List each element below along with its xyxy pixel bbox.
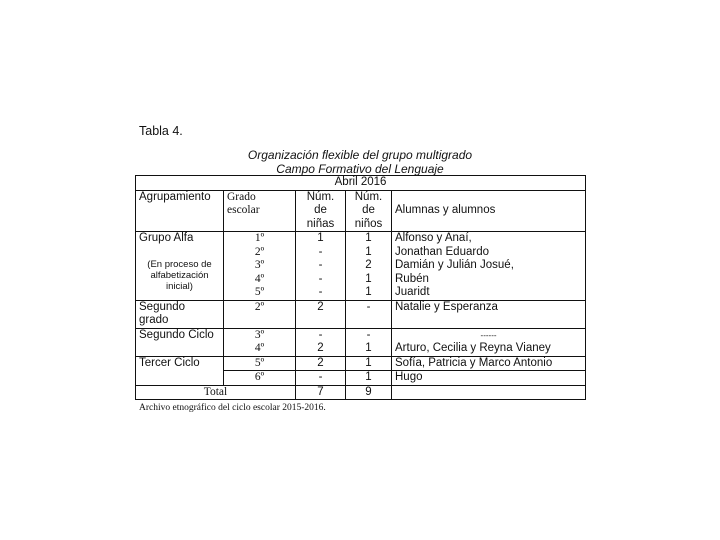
alumnos-cell: Alfonso y Anaí, (392, 232, 586, 246)
ninos-cell: 1 (346, 232, 392, 246)
alumnos-cell: Rubén (392, 273, 586, 287)
ninas-cell: - (296, 273, 346, 287)
total-ninas: 7 (296, 385, 346, 400)
ninas-cell: - (296, 246, 346, 260)
grado-cell: 3º (224, 259, 296, 273)
ninos-cell: 1 (346, 356, 392, 371)
ninas-cell: - (296, 286, 346, 300)
group-grupo-alfa (136, 232, 224, 301)
ninos-cell: 1 (346, 286, 392, 300)
ninos-cell: 1 (346, 371, 392, 386)
alumnos-cell: Sofía, Patricia y Marco Antonio (392, 356, 586, 371)
grado-cell: 5º (224, 286, 296, 300)
grado-cell: 4º (224, 273, 296, 287)
table-caption-subtitle: Campo Formativo del Lenguaje (276, 162, 444, 176)
grado-cell: 6º (224, 371, 296, 386)
grado-cell: 3º (224, 328, 296, 342)
ninas-cell: 2 (296, 342, 346, 356)
ninas-cell: - (296, 259, 346, 273)
header-num-ninos: Núm. de niños (346, 190, 392, 232)
alumnos-cell: Hugo (392, 371, 586, 386)
grado-cell: 2º (224, 300, 296, 328)
table-row (136, 328, 586, 342)
header-num-ninas: Núm. de niñas (296, 190, 346, 232)
total-label: Total (136, 385, 296, 400)
group-segundo-ciclo: Segundo Ciclo (136, 328, 224, 356)
table-label: Tabla 4. (139, 124, 183, 138)
alumnos-cell: Damián y Julián Josué, (392, 259, 586, 273)
group-tercer-ciclo: Tercer Ciclo (136, 356, 224, 385)
alumnos-cell: Jonathan Eduardo (392, 246, 586, 260)
table-caption-title: Organización flexible del grupo multigrado (247, 148, 473, 162)
ninos-cell: 1 (346, 273, 392, 287)
alumnos-cell: Juaridt (392, 286, 586, 300)
grado-cell: 2º (224, 246, 296, 260)
table-row (136, 232, 586, 246)
table-row (136, 300, 586, 328)
group-note: (En proceso de alfabetización inicial) (147, 258, 212, 292)
grado-cell: 4º (224, 342, 296, 356)
ninas-cell: 2 (296, 300, 346, 328)
alumnos-cell: Arturo, Cecilia y Reyna Vianey (392, 342, 586, 356)
group-segundo-grado: Segundo grado (136, 300, 224, 328)
total-empty-cell (392, 385, 586, 400)
ninos-cell: 1 (346, 246, 392, 260)
table-row (136, 356, 586, 371)
header-alumnos: Alumnas y alumnos (392, 190, 586, 232)
period-cell: Abril 2016 (136, 176, 586, 191)
ninas-cell: - (296, 328, 346, 342)
header-agrupamiento: Agrupamiento (136, 190, 224, 232)
ninas-cell: - (296, 371, 346, 386)
alumnos-cell: ------ (392, 328, 586, 342)
total-ninos: 9 (346, 385, 392, 400)
ninos-cell: 2 (346, 259, 392, 273)
ninos-cell: - (346, 328, 392, 342)
ninos-cell: - (346, 300, 392, 328)
period-row (136, 176, 586, 191)
table-source-note: Archivo etnográfico del ciclo escolar 2015-2016. (139, 403, 326, 413)
header-grado-escolar: Grado escolar (224, 190, 296, 232)
header-row (136, 190, 586, 232)
grado-cell: 5º (224, 356, 296, 371)
total-row (136, 385, 586, 400)
ninos-cell: 1 (346, 342, 392, 356)
organization-table (135, 175, 586, 400)
group-name: Grupo Alfa (139, 232, 194, 244)
alumnos-cell: Natalie y Esperanza (392, 300, 586, 328)
ninas-cell: 2 (296, 356, 346, 371)
grado-cell: 1º (224, 232, 296, 246)
ninas-cell: 1 (296, 232, 346, 246)
